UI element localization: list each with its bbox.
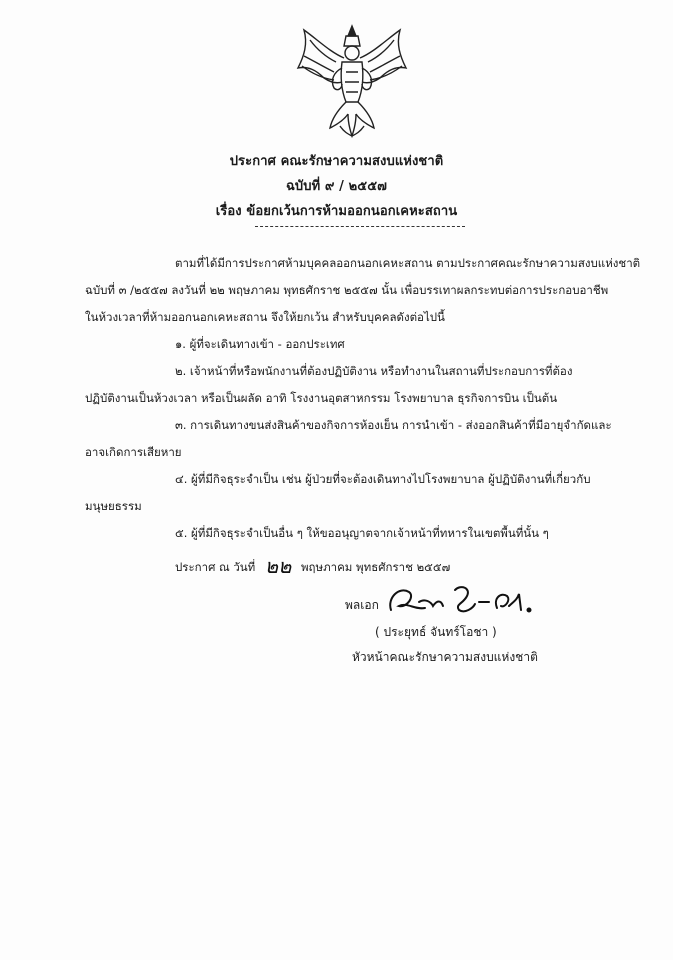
handwritten-day: ๒๒	[264, 554, 292, 578]
item-2-line-1: ๒. เจ้าหน้าที่หรือพนักงานที่ต้องปฏิบัติงาน หรือทำงานในสถานที่ประกอบการที่ต้อง	[175, 364, 573, 378]
date-rest: พฤษภาคม พุทธศักราช ๒๕๕๗	[300, 560, 451, 574]
header-divider	[255, 226, 465, 227]
item-3-line-2: อาจเกิดการเสียหาย	[85, 445, 182, 459]
intro-line-2: ฉบับที่ ๓ /๒๕๕๗ ลงวันที่ ๒๒ พฤษภาคม พุทธศักราช ๒๕๕๗ นั้น เพื่อบรรเทาผลกระทบต่อการประกอบอาชีพ	[85, 283, 609, 297]
item-2-line-2: ปฏิบัติงานเป็นห้วงเวลา หรือเป็นผลัด อาทิ โรงงานอุตสาหกรรม โรงพยาบาล ธุรกิจการบิน เป็นต้น	[85, 391, 558, 405]
garuda-emblem-icon	[290, 22, 415, 140]
announcement-subject: เรื่อง ข้อยกเว้นการห้ามออกนอกเคหะสถาน	[215, 204, 458, 219]
item-4-line-1: ๔. ผู้ที่มีกิจธุระจำเป็น เช่น ผู้ป่วยที่จะต้องเดินทางไปโรงพยาบาล ผู้ปฏิบัติงานที่เกี่ยวกับ	[175, 472, 591, 486]
item-5: ๕. ผู้ที่มีกิจธุระจำเป็นอื่น ๆ ให้ขออนุญาตจากเจ้าหน้าที่ทหารในเขตพื้นที่นั้น ๆ	[175, 526, 549, 540]
handwritten-signature	[385, 580, 545, 620]
date-line	[175, 548, 450, 580]
item-1: ๑. ผู้ที่จะเดินทางเข้า - ออกประเทศ	[175, 337, 345, 351]
date-prefix: ประกาศ ณ วันที่	[175, 560, 256, 574]
signatory-rank: พลเอก	[345, 598, 379, 612]
signatory-title: หัวหน้าคณะรักษาความสงบแห่งชาติ	[352, 650, 538, 664]
intro-line-1: ตามที่ได้มีการประกาศห้ามบุคคลออกนอกเคหะสถาน ตามประกาศคณะรักษาความสงบแห่งชาติ	[175, 256, 641, 270]
announcement-title: ประกาศ คณะรักษาความสงบแห่งชาติ	[229, 154, 444, 169]
intro-line-3: ในห้วงเวลาที่ห้ามออกนอกเคหะสถาน จึงให้ยกเว้น สำหรับบุคคลดังต่อไปนี้	[85, 310, 445, 324]
item-4-line-2: มนุษยธรรม	[85, 499, 142, 513]
announcement-number: ฉบับที่ ๙ / ๒๕๕๗	[285, 179, 388, 194]
signatory-name: ( ประยุทธ์ จันทร์โอชา )	[375, 625, 497, 639]
item-3-line-1: ๓. การเดินทางขนส่งสินค้าของกิจการห้องเย็น การนำเข้า - ส่งออกสินค้าที่มีอายุจำกัดและ	[175, 418, 612, 432]
